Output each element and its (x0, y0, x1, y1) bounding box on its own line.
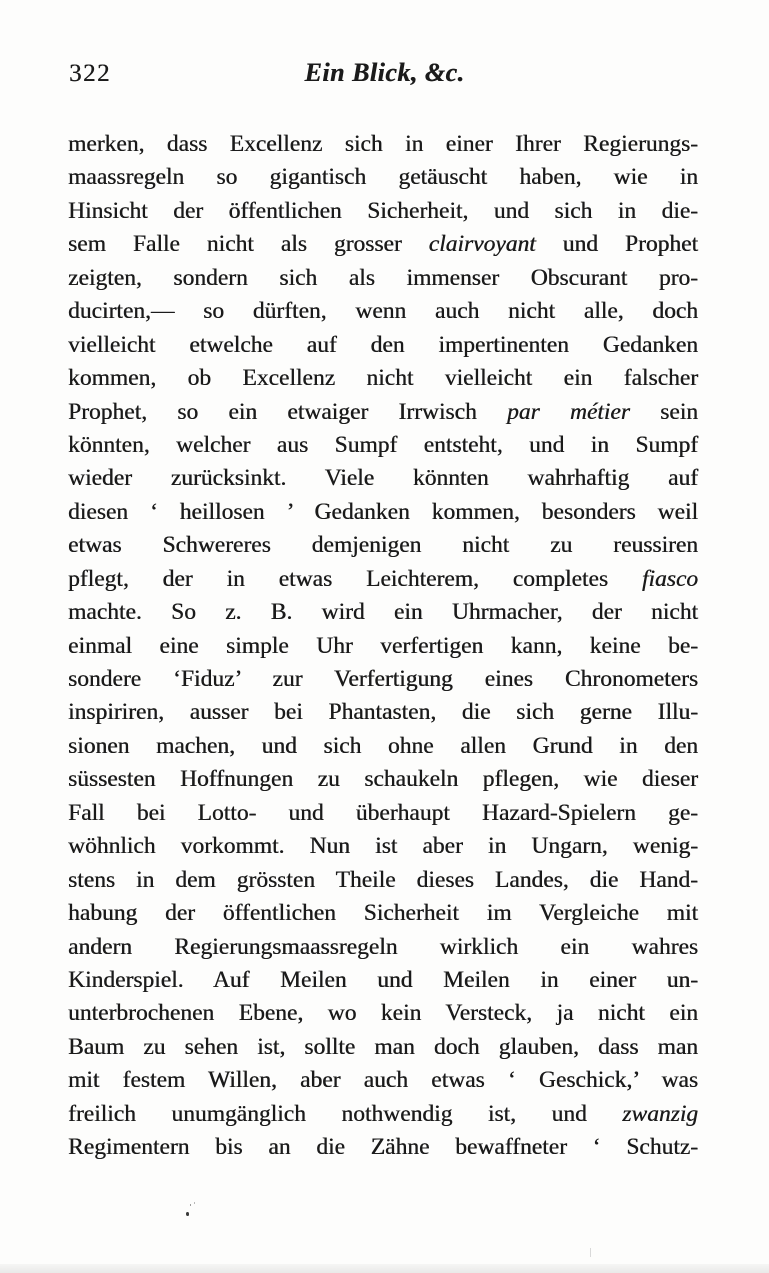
text-line: Fall bei Lotto- und überhaupt Hazard-Spielern ge- (68, 799, 698, 826)
text-line: inspiriren, ausser bei Phantasten, die sich gerne Illu- (68, 699, 698, 726)
text-line: Kinderspiel. Auf Meilen und Meilen in einer un- (68, 966, 698, 993)
text-line: sondere ‘Fiduz’ zur Verfertigung eines Chronometers (68, 666, 698, 692)
text-line: wieder zurücksinkt. Viele könnten wahrhaftig auf (68, 465, 698, 492)
text-line: sionen machen, und sich ohne allen Grund in den (68, 732, 698, 759)
text-block (68, 128, 698, 1165)
text-line: vielleicht etwelche auf den impertinenten Gedanken (68, 331, 698, 358)
scan-edge-shadow (0, 1264, 769, 1273)
text-line: maassregeln so gigantisch getäuscht haben, wie in (68, 164, 698, 191)
text-line: ducirten,— so dürften, wenn auch nicht alle, doch (68, 298, 698, 325)
running-header-title: Ein Blick, &c. (304, 58, 465, 87)
text-line: sem Falle nicht als grosser clairvoyant und Prophet (68, 231, 698, 258)
scan-artifact (590, 1248, 591, 1257)
text-line: Prophet, so ein etwaiger Irrwisch par métier sein (68, 398, 698, 425)
text-line: pflegt, der in etwas Leichterem, completes fiasco (68, 565, 698, 592)
text-line: Hinsicht der öffentlichen Sicherheit, und sich in die- (68, 197, 698, 224)
text-line: süssesten Hoffnungen zu schaukeln pflegen, wie dieser (68, 766, 698, 793)
text-line: zeigten, sondern sich als immenser Obscurant pro- (68, 264, 698, 291)
text-line: einmal eine simple Uhr verfertigen kann, keine be- (68, 632, 698, 659)
text-line: etwas Schwereres demjenigen nicht zu reussiren (68, 532, 698, 559)
text-line: diesen ‘ heillosen ’ Gedanken kommen, besonders weil (68, 498, 698, 525)
text-line: habung der öffentlichen Sicherheit im Vergleiche mit (68, 900, 698, 927)
text-line: kommen, ob Excellenz nicht vielleicht ein falscher (68, 365, 698, 392)
text-line: freilich unumgänglich nothwendig ist, und zwanzig (68, 1100, 698, 1127)
ink-speck (186, 1212, 189, 1216)
text-line: Baum zu sehen ist, sollte man doch glauben, dass man (68, 1033, 698, 1060)
page-number: 322 (69, 60, 111, 87)
text-line: wöhnlich vorkommt. Nun ist aber in Ungarn, wenig- (68, 833, 698, 860)
text-line: merken, dass Excellenz sich in einer Ihrer Regierungs- (68, 131, 698, 157)
text-line: könnten, welcher aus Sumpf entsteht, und in Sumpf (68, 431, 698, 458)
text-line: unterbrochenen Ebene, wo kein Versteck, ja nicht ein (68, 1000, 698, 1027)
text-line: stens in dem grössten Theile dieses Landes, die Hand- (68, 866, 698, 893)
text-line: andern Regierungsmaassregeln wirklich ein wahres (68, 933, 698, 960)
text-line: machte. So z. B. wird ein Uhrmacher, der nicht (68, 599, 698, 626)
text-line: Regimentern bis an die Zähne bewaffneter ‘ Schutz- (68, 1134, 698, 1161)
text-line: mit festem Willen, aber auch etwas ‘ Geschick,’ was (68, 1067, 698, 1094)
